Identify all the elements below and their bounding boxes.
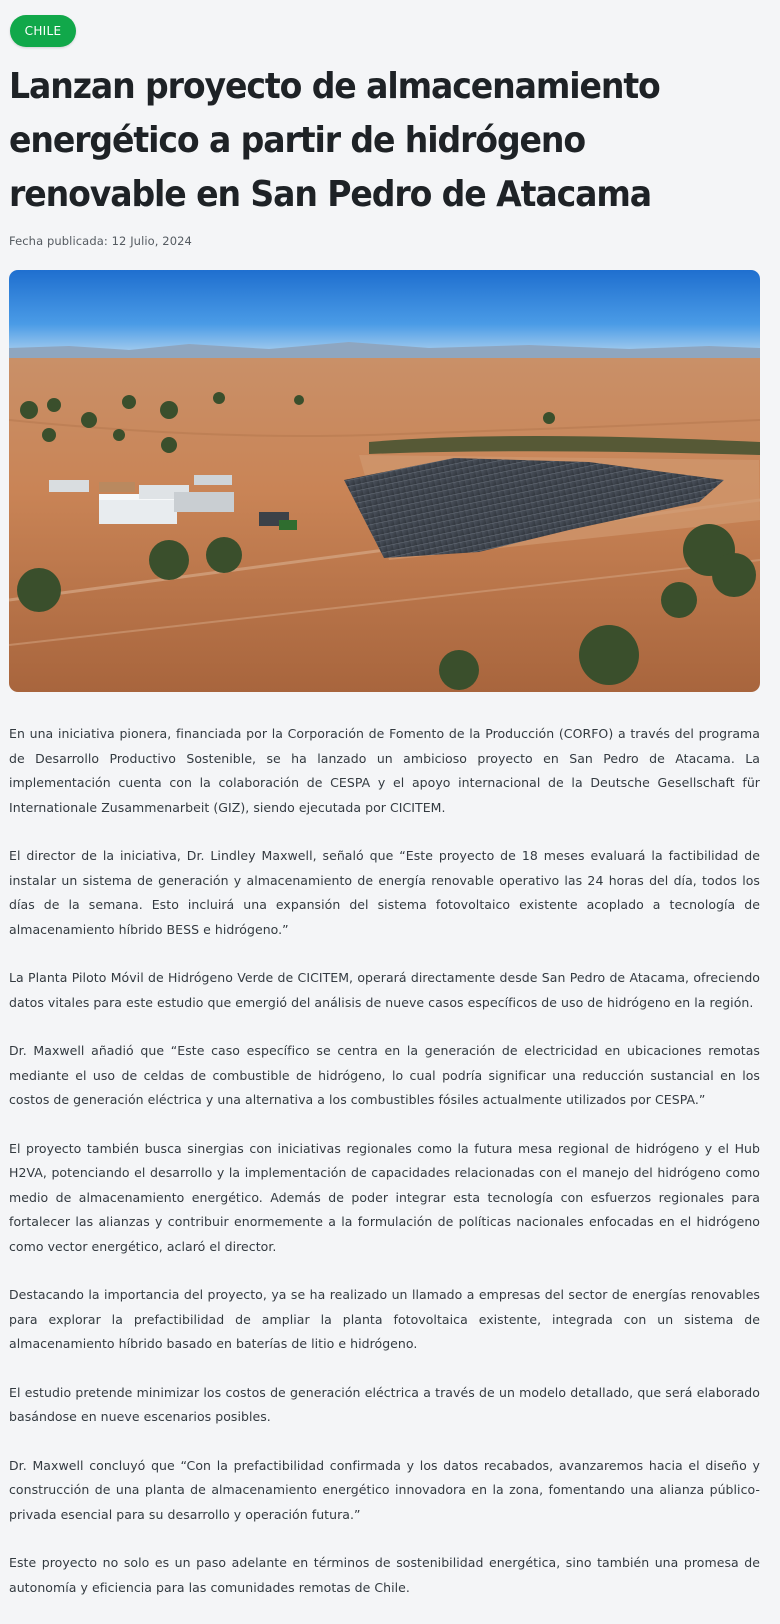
paragraph-5: El proyecto también busca sinergias con iniciativas regionales como la futura mesa regional de hidrógeno y el Hub H2VA, potenciando el desarrollo y la implementación de capacidades relacionadas con el manejo del hidrógeno como medio de almacenamiento energético. Además de poder integrar esta tecnología con esfuerzos regionales para fortalecer las alianzas y contribuir enormemente a la formulación de políticas nacionales enfocadas en el hidrógeno como vector energético, aclaró el director. <box>9 1140 760 1254</box>
paragraph-4: Dr. Maxwell añadió que “Este caso específico se centra en la generación de electricidad en ubicaciones remotas mediante el uso de celdas de combustible de hidrógeno, lo cual podría significar una reducción sustancial en los costos de generación eléctrica y una alternativa a los combustibles fósiles actualmente utilizados por CESPA.” <box>9 1043 760 1107</box>
category-tag[interactable]: CHILE <box>10 15 76 47</box>
paragraph-8: Dr. Maxwell concluyó que “Con la prefactibilidad confirmada y los datos recabados, avanzaremos hacia el diseño y construcción de una planta de almacenamiento energético innovadora en la zona, fomentando una alianza público-privada esencial para su desarrollo y operación futura.” <box>9 1457 760 1522</box>
article-title: Lanzan proyecto de almacenamiento energético a partir de hidrógeno renovable en San Pedro de Atacama <box>9 66 660 215</box>
article-body <box>9 722 760 1624</box>
paragraph-1: En una iniciativa pionera, financiada por la Corporación de Fomento de la Producción (CORFO) a través del programa de Desarrollo Productivo Sostenible, se ha lanzado un ambicioso proyecto en San Pedro de Atacama. La implementación cuenta con la colaboración de CESPA y el apoyo internacional de la Deutsche Gesellschaft für Internationale Zusammenarbeit (GIZ), siendo ejecutada por CICITEM. <box>9 726 760 815</box>
paragraph-9: Este proyecto no solo es un paso adelante en términos de sostenibilidad energética, sino también una promesa de autonomía y eficiencia para las comunidades remotas de Chile. <box>9 1555 760 1595</box>
paragraph-6: Destacando la importancia del proyecto, ya se ha realizado un llamado a empresas del sector de energías renovables para explorar la prefactibilidad de ampliar la planta fotovoltaica existente, integrada con un sistema de almacenamiento híbrido basado en baterías de litio e hidrógeno. <box>9 1287 760 1351</box>
paragraph-2: El director de la iniciativa, Dr. Lindley Maxwell, señaló que “Este proyecto de 18 meses evaluará la factibilidad de instalar un sistema de generación y almacenamiento de energía renovable operativo las 24 horas del día, todos los días de la semana. Esto incluirá una expansión del sistema fotovoltaico existente acoplado a tecnología de almacenamiento híbrido BESS e hidrógeno.” <box>9 848 760 937</box>
hero-image <box>9 270 760 692</box>
paragraph-3: La Planta Piloto Móvil de Hidrógeno Verde de CICITEM, operará directamente desde San Pedro de Atacama, ofreciendo datos vitales para este estudio que emergió del análisis de nueve casos específicos de uso de hidrógeno en la región. <box>9 970 760 1010</box>
hero-photo-illustration <box>9 270 760 692</box>
paragraph-7: El estudio pretende minimizar los costos de generación eléctrica a través de un modelo detallado, que será elaborado basándose en nueve escenarios posibles. <box>9 1384 760 1424</box>
publish-date: Fecha publicada: 12 Julio, 2024 <box>9 234 192 248</box>
